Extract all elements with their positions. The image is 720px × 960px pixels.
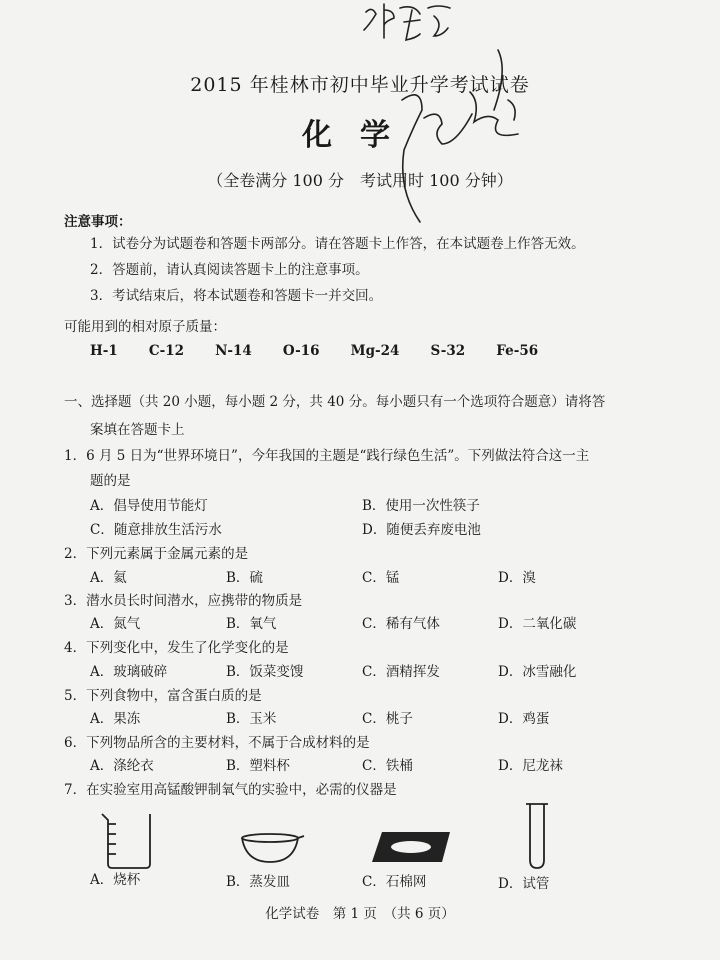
option: B．塑料杯 [226,758,290,774]
option: B．氧气 [226,616,277,632]
notice-item: 3．考试结束后，将本试题卷和答题卡一并交回。 [90,288,383,304]
question-stem: 5．下列食物中，富含蛋白质的是 [64,688,262,704]
masses-heading: 可能用到的相对原子质量： [64,319,226,335]
option: B．使用一次性筷子 [362,498,480,514]
notice-item: 1．试卷分为试题卷和答题卡两部分。请在答题卡上作答，在本试题卷上作答无效。 [90,236,585,252]
option: B．硫 [226,570,263,586]
question-stem: 6．下列物品所含的主要材料，不属于合成材料的是 [64,735,370,751]
question-stem-cont: 题的是 [90,473,131,489]
option: D．冰雪融化 [498,664,577,680]
section-heading: 一、选择题（共 20 小题，每小题 2 分，共 40 分。每小题只有一个选项符合题意）请将答 [64,394,606,410]
evaporating-dish-icon [236,828,308,868]
exam-title: 2015 年桂林市初中毕业升学考试试卷 [190,74,530,96]
exam-meta: （全卷满分 100 分 考试用时 100 分钟） [207,171,513,190]
option: C．随意排放生活污水 [90,522,222,538]
question-stem: 4．下列变化中，发生了化学变化的是 [64,640,289,656]
option: C．酒精挥发 [362,664,440,680]
option: B．饭菜变馊 [226,664,304,680]
option: B．蒸发皿 [226,874,290,890]
page-footer: 化学试卷 第 1 页 （共 6 页） [265,906,455,922]
beaker-icon [96,810,166,870]
option: C．桃子 [362,711,413,727]
notice-heading: 注意事项： [64,214,132,230]
question-stem: 1．6 月 5 日为“世界环境日”，今年我国的主题是“践行绿色生活”。下列做法符合这一主 [64,448,590,464]
question-stem: 2．下列元素属于金属元素的是 [64,546,249,562]
option: A．果冻 [90,711,141,727]
option: A．涤纶衣 [90,758,154,774]
option: C．锰 [362,570,400,586]
option: A．烧杯 [90,872,141,888]
mass-item: S-32 [430,343,466,359]
asbestos-gauze-icon [370,828,454,866]
option: C．铁桶 [362,758,413,774]
mass-item: Fe-56 [496,343,539,359]
notice-item: 2．答题前，请认真阅读答题卡上的注意事项。 [90,262,369,278]
option: A．玻璃破碎 [90,664,168,680]
test-tube-icon [522,800,552,874]
mass-item: H-1 [90,343,118,359]
question-stem: 3．潜水员长时间潜水，应携带的物质是 [64,593,303,609]
question-stem: 7．在实验室用高锰酸钾制氧气的实验中，必需的仪器是 [64,782,397,798]
option: A．氦 [90,570,127,586]
option: D．尼龙袜 [498,758,563,774]
option: D．试管 [498,876,550,892]
section-heading-cont: 案填在答题卡上 [90,422,185,438]
option: B．玉米 [226,711,277,727]
mass-item: Mg-24 [350,343,400,359]
option: D．二氧化碳 [498,616,577,632]
mass-item: O-16 [282,343,320,359]
mass-item: N-14 [215,343,252,359]
option: D．鸡蛋 [498,711,550,727]
mass-item: C-12 [148,343,184,359]
option: A．氮气 [90,616,141,632]
option: D．溴 [498,570,536,586]
option: C．稀有气体 [362,616,440,632]
atomic-masses [90,340,564,359]
option: D．随便丢弃废电池 [362,522,481,538]
option: C．石棉网 [362,874,427,890]
option: A．倡导使用节能灯 [90,498,208,514]
subject-title: 化学 [302,118,418,153]
